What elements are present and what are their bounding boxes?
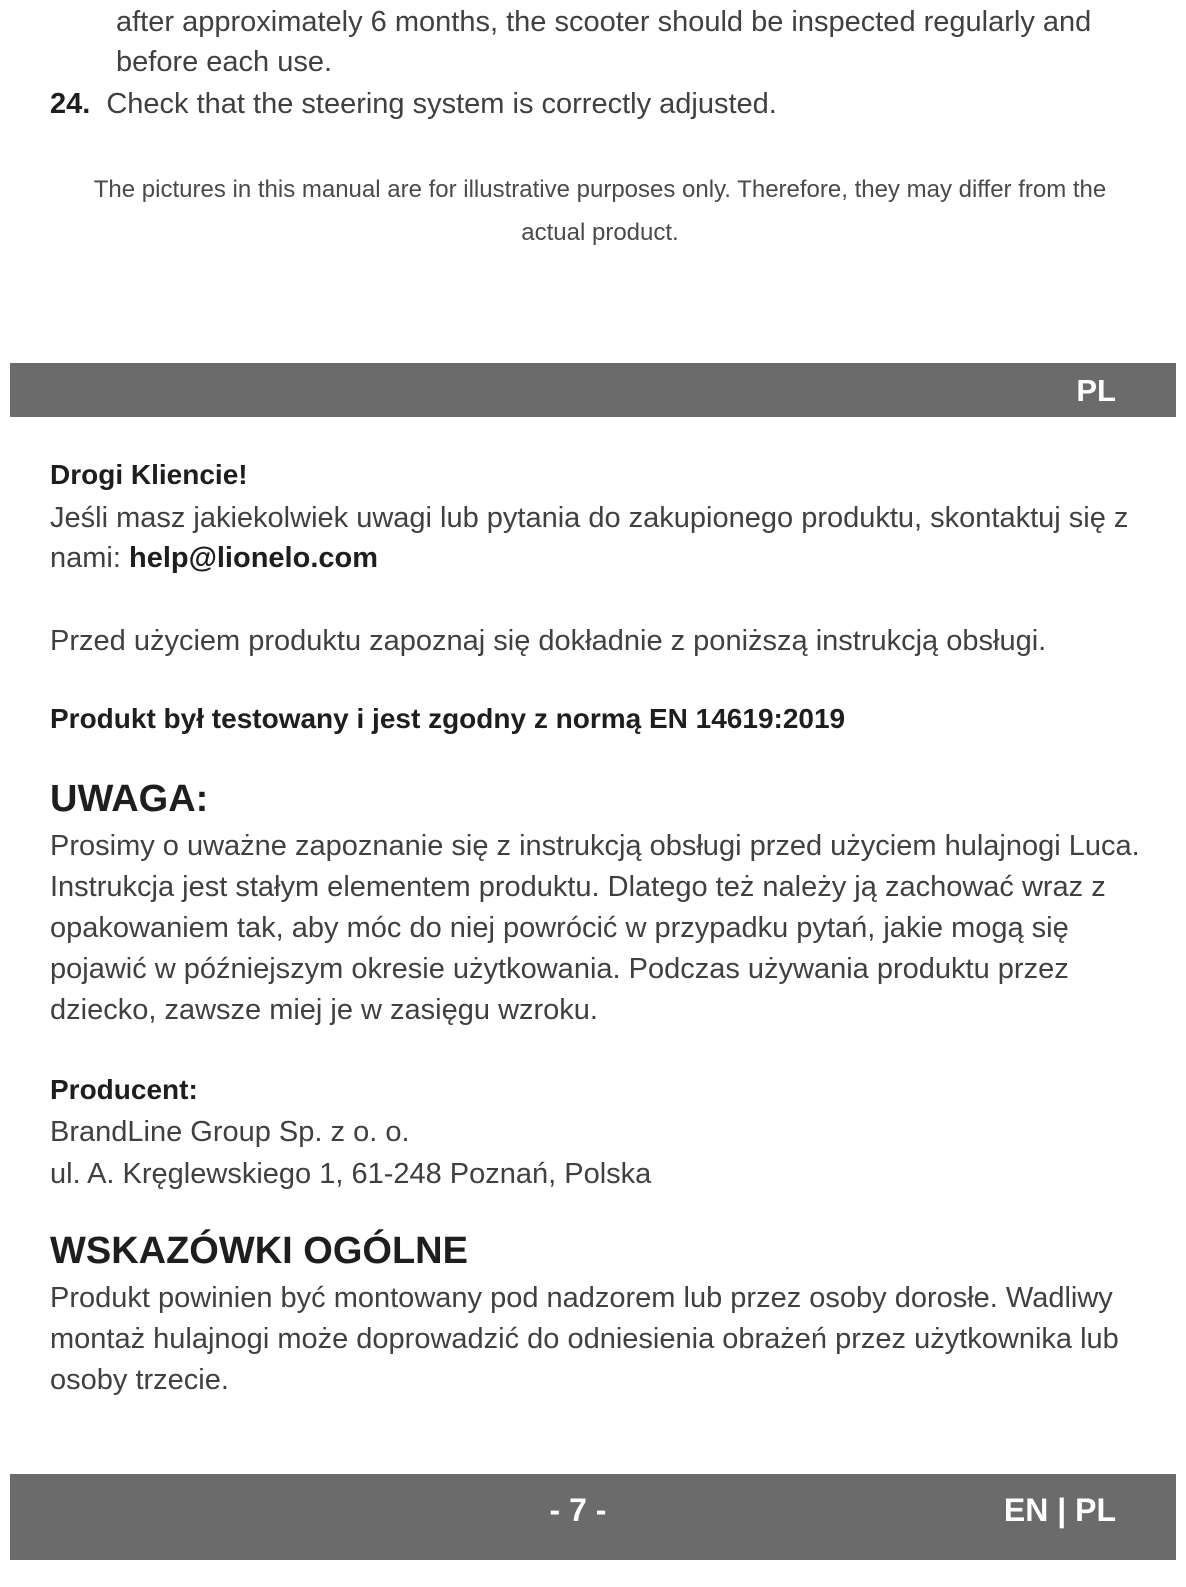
producer-address: ul. A. Kręglewskiego 1, 61-248 Poznań, Polska: [50, 1158, 652, 1190]
greeting-heading: Drogi Kliencie!: [50, 459, 248, 490]
read-instructions-paragraph: Przed użyciem produktu zapoznaj się dokładnie z poniższą instrukcją obsługi.: [50, 625, 1047, 657]
list-item-text: Check that the steering system is correctly adjusted.: [106, 88, 777, 120]
contact-text: Jeśli masz jakiekolwiek uwagi lub pytania do zakupionego produktu, skontaktuj się z nami:: [50, 502, 1129, 574]
producer-heading: Producent:: [50, 1074, 198, 1105]
illustration-disclaimer: The pictures in this manual are for illustrative purposes only. Therefore, they may differ from the actual product.: [93, 176, 1107, 246]
contact-paragraph: [50, 498, 1150, 578]
producer-name: BrandLine Group Sp. z o. o.: [50, 1116, 410, 1148]
contact-email: help@lionelo.com: [128, 542, 379, 574]
standard-compliance-note: Produkt był testowany i jest zgodny z normą EN 14619:2019: [50, 703, 846, 734]
page-number: - 7 -: [549, 1492, 607, 1528]
footer-languages: EN | PL: [1003, 1492, 1116, 1528]
section-language-tab: PL: [1076, 373, 1116, 408]
section-header-band: [10, 363, 1176, 417]
list-item-number: 24.: [50, 88, 91, 120]
list-item-24: [50, 84, 1150, 124]
footer-band: [10, 1474, 1176, 1560]
general-guidelines-heading: WSKAZÓWKI OGÓLNE: [50, 1230, 468, 1272]
general-guidelines-paragraph: Produkt powinien być montowany pod nadzorem lub przez osoby dorosłe. Wadliwy montaż hulajnogi może doprowadzić do odniesienia obrażeń przez użytkownika lub osoby trzecie.: [50, 1282, 1119, 1396]
warning-heading: UWAGA:: [50, 778, 209, 820]
continued-paragraph: after approximately 6 months, the scooter should be inspected regularly and before each use.: [116, 6, 1092, 78]
warning-paragraph: Prosimy o uważne zapoznanie się z instrukcją obsługi przed użyciem hulajnogi Luca. Instrukcja jest stałym elementem produktu. Dlatego też należy ją zachować wraz z opakowaniem tak, aby móc do niej powrócić w przypadku pytań, jakie mogą się pojawić w późniejszym okresie użytkowania. Podczas używania produktu przez dziecko, zawsze miej je w zasięgu wzroku.: [50, 830, 1140, 1026]
